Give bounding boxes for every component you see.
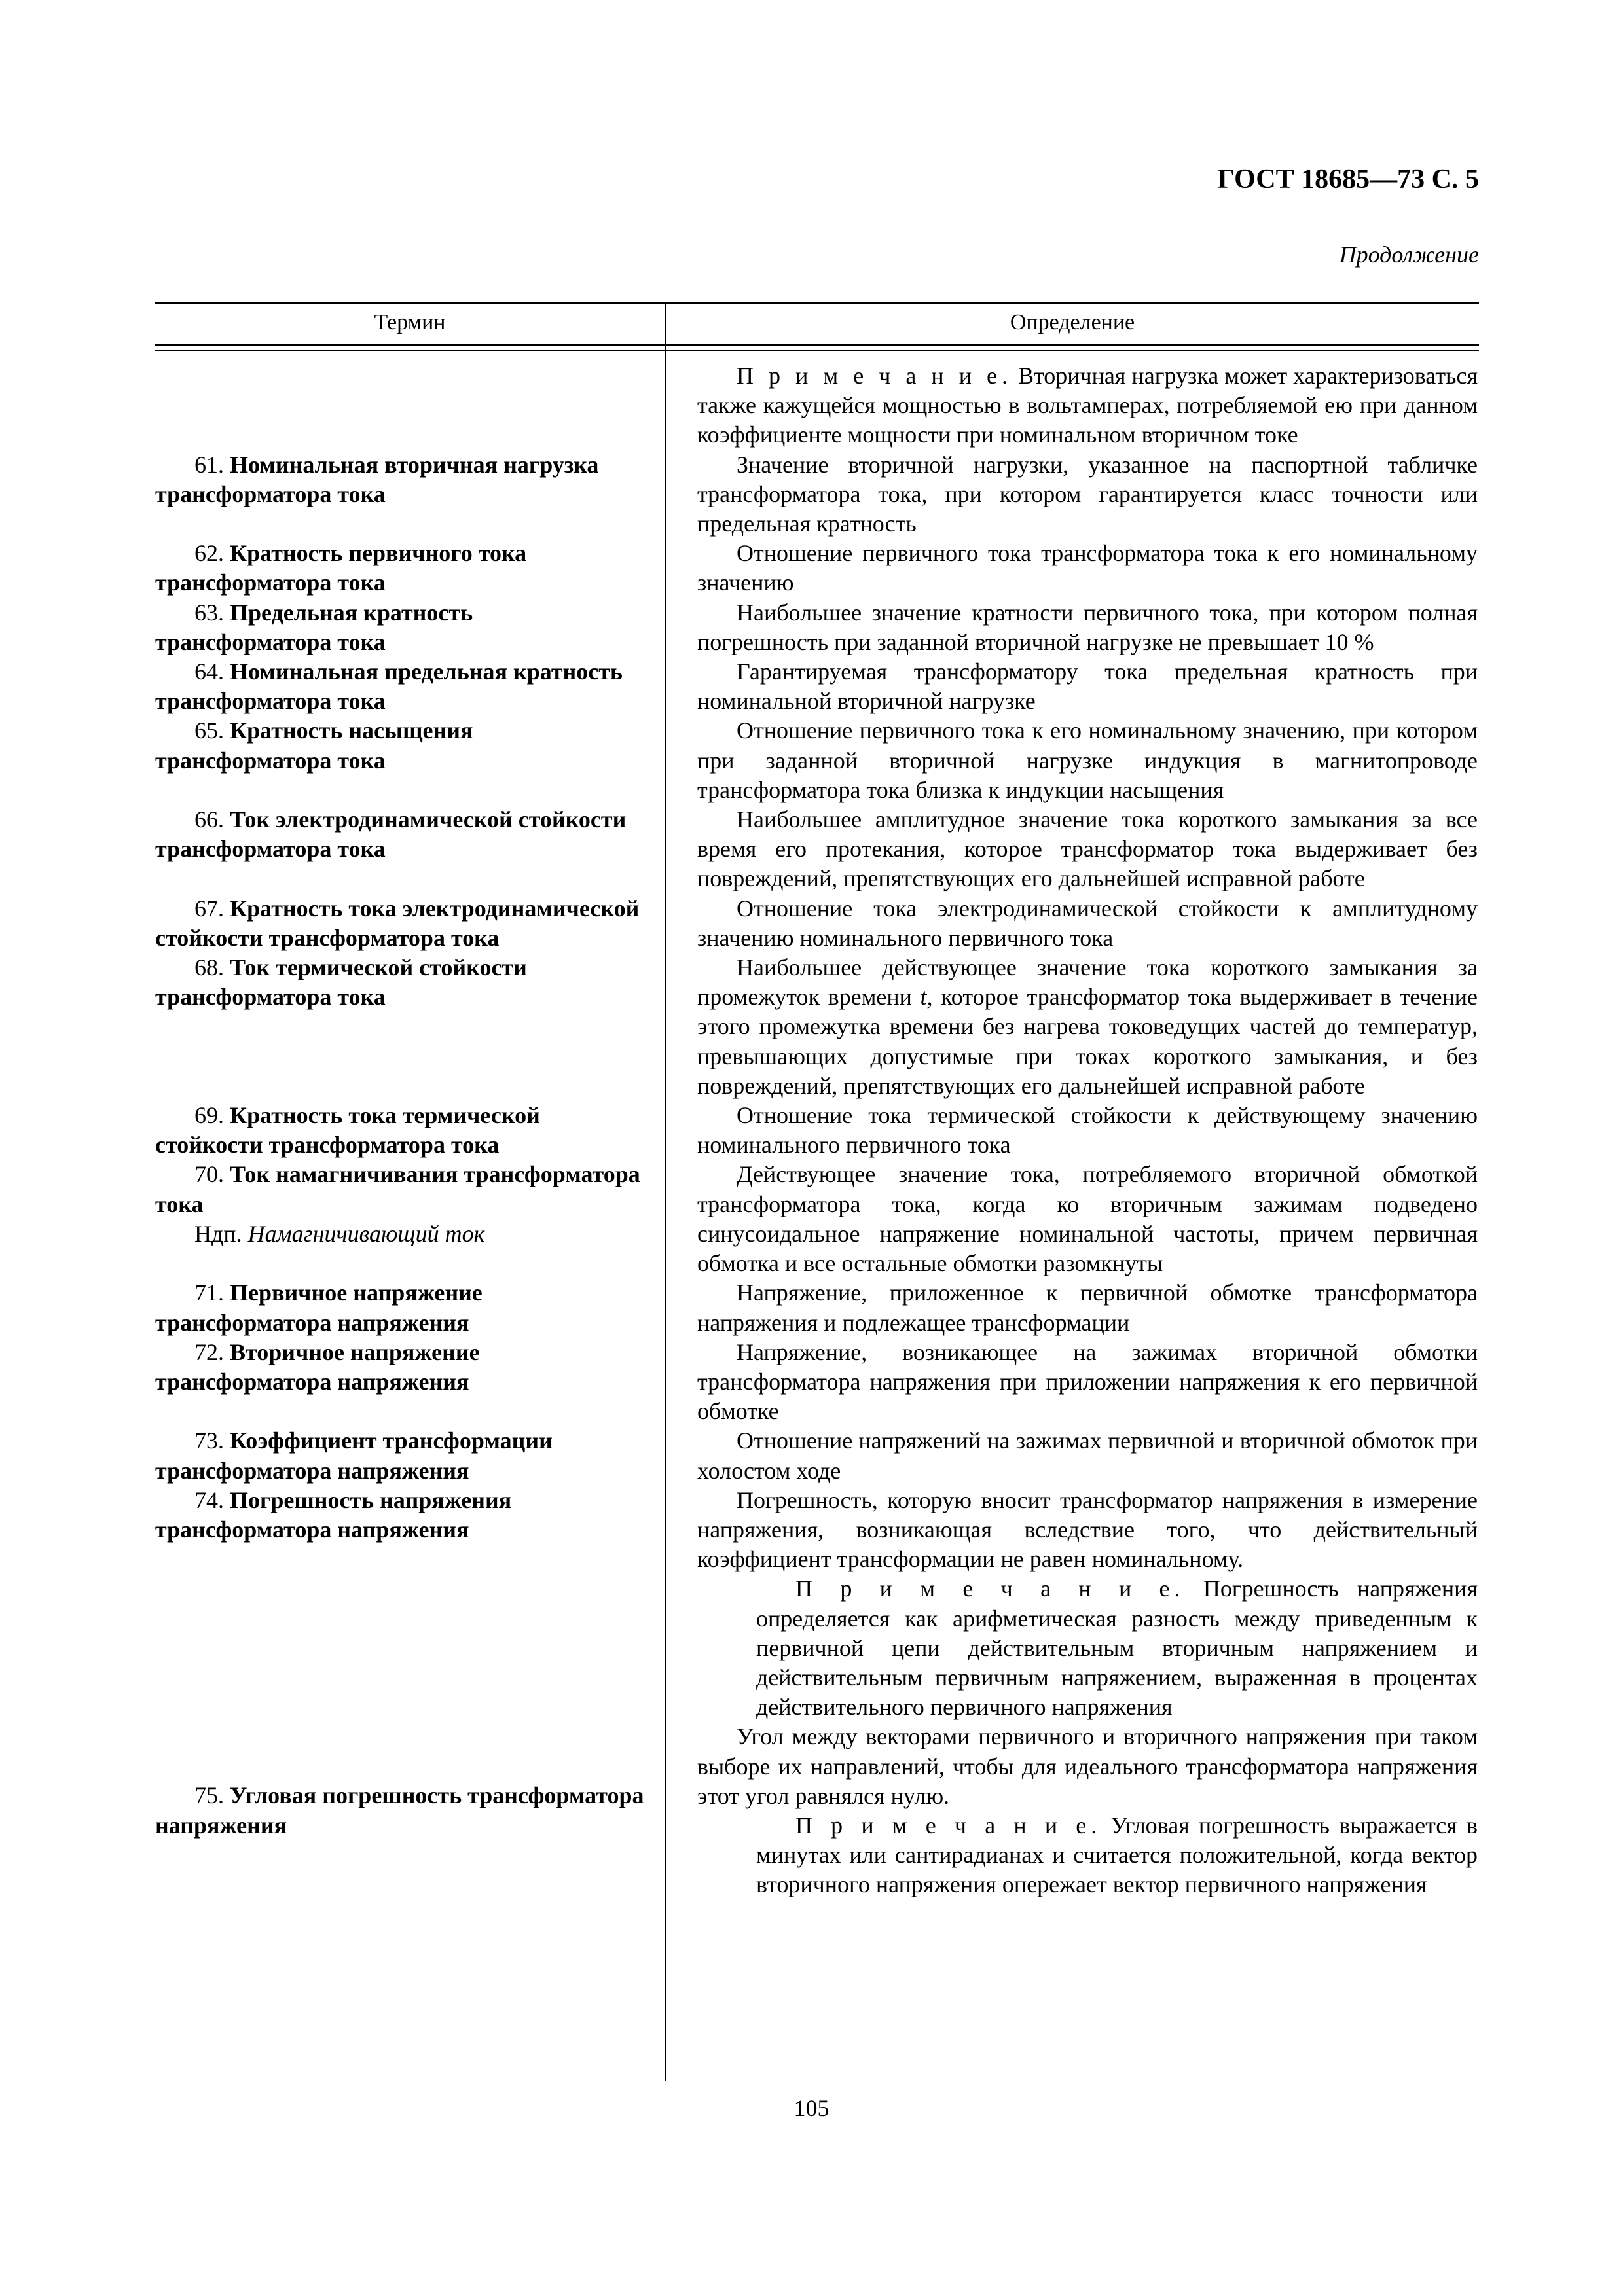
- term-name: Коэффициент трансформации трансформатора напряжения: [155, 1427, 553, 1484]
- term-cell: [155, 1486, 665, 1723]
- term-cell: [155, 1160, 665, 1278]
- definition-cell: Наибольшее амплитудное значение тока короткого замыкания за все время его протекания, которое трансформатор тока выдерживает без повреждений, препятствующих его дальнейшей исправной работе: [697, 806, 1478, 892]
- term-number: 64.: [194, 658, 224, 685]
- header-rule: [155, 344, 1479, 346]
- term-number: 71.: [194, 1280, 224, 1306]
- definition-cell: Напряжение, приложенное к первичной обмотке трансформатора напряжения и подлежащее трансформации: [697, 1280, 1478, 1336]
- term-name: Кратность тока термической стойкости трансформатора тока: [155, 1102, 540, 1158]
- column-header-term: Термин: [374, 310, 446, 334]
- term-cell: [155, 450, 665, 539]
- note: [697, 1811, 1478, 1900]
- term-cell: [155, 1426, 665, 1485]
- term-number: 69.: [194, 1102, 224, 1129]
- table-top-rule: [155, 302, 1479, 304]
- definition-text: Угол между векторами первичного и вторичного напряжения при таком выборе их направлений, чтобы для идеального трансформатора напряжения этот угол равнялся нулю.: [697, 1723, 1478, 1809]
- term-name: Ток электродинамической стойкости трансформатора тока: [155, 806, 627, 863]
- definition-text: Наибольшее действующее значение тока короткого замыкания за промежуток времени: [697, 954, 1478, 1011]
- term-number: 72.: [194, 1338, 224, 1365]
- term-name: Кратность первичного тока трансформатора тока: [155, 540, 527, 596]
- term-number: 68.: [194, 954, 224, 981]
- table-row: [155, 1338, 1479, 1427]
- term-number: 75.: [194, 1782, 224, 1809]
- term-cell: [155, 953, 665, 1101]
- table-row: [155, 598, 1479, 657]
- note-label: П р и м е ч а н и е.: [737, 363, 1012, 389]
- term-cell: [155, 894, 665, 953]
- table-body: [155, 361, 1479, 1900]
- table-row: [155, 1486, 1479, 1723]
- definition-cell: Отношение тока электродинамической стойкости к амплитудному значению номинального первичного тока: [697, 895, 1478, 951]
- term-number: 67.: [194, 895, 224, 922]
- table-row: [155, 805, 1479, 894]
- table-row: [155, 1278, 1479, 1337]
- table-row: [155, 539, 1479, 598]
- definition-cell: Напряжение, возникающее на зажимах вторичной обмотки трансформатора напряжения при приложении напряжения к его первичной обмотке: [697, 1338, 1478, 1425]
- table-row: [155, 657, 1479, 716]
- page-number: 105: [793, 2095, 830, 2121]
- definition-cell: [665, 1486, 1478, 1723]
- note-label: П р и м е ч а н и е.: [795, 1575, 1185, 1602]
- term-name: Кратность насыщения трансформатора тока: [155, 717, 473, 774]
- continuation-label: Продолжение: [1339, 242, 1479, 268]
- definition-cell: [665, 361, 1478, 450]
- table-row: [155, 1426, 1479, 1485]
- definition-cell: Отношение первичного тока к его номинальному значению, при котором при заданной вторичной нагрузке индукция в магнитопроводе трансформатора тока близка к индукции насыщения: [697, 717, 1478, 803]
- table-row: [155, 894, 1479, 953]
- term-cell: [155, 805, 665, 894]
- term-number: 66.: [194, 806, 224, 833]
- table-row: [155, 953, 1479, 1101]
- table-row: [155, 1101, 1479, 1160]
- note-text: Вторичная нагрузка может характеризоваться также кажущейся мощностью в вольтамперах, потребляемой ею при данном коэффициенте мощности при номинальном вторичном токе: [697, 363, 1478, 448]
- definition-cell: [665, 1722, 1478, 1899]
- term-name: Вторичное напряжение трансформатора напряжения: [155, 1338, 480, 1395]
- term-cell: [155, 657, 665, 716]
- term-cell: [155, 598, 665, 657]
- term-number: 62.: [194, 540, 224, 567]
- term-name: Номинальная предельная кратность трансформатора тока: [155, 658, 623, 715]
- term-cell: [155, 1278, 665, 1337]
- term-name: Номинальная вторичная нагрузка трансформатора тока: [155, 451, 599, 507]
- term-name: Кратность тока электродинамической стойкости трансформатора тока: [155, 895, 640, 951]
- terms-table: [155, 302, 1479, 2081]
- table-row: [155, 716, 1479, 805]
- note: [697, 1574, 1478, 1722]
- term-cell: [155, 1101, 665, 1160]
- note-text: Погрешность напряжения определяется как арифметическая разность между приведенным к первичной цепи действительным вторичным напряжением и действительным первичным напряжением, выраженная в процентах действительного первичного напряжения: [756, 1575, 1478, 1721]
- definition-cell: Отношение напряжений на зажимах первичной и вторичной обмоток при холостом ходе: [697, 1427, 1478, 1484]
- term-cell: [155, 539, 665, 598]
- definition-cell: [665, 953, 1478, 1101]
- definition-cell: Отношение первичного тока трансформатора тока к его номинальному значению: [697, 540, 1478, 596]
- term-number: 61.: [194, 451, 224, 478]
- table-row: [155, 1722, 1479, 1899]
- term-cell: [155, 1338, 665, 1427]
- table-row: [155, 1160, 1479, 1278]
- term-name: Ток термической стойкости трансформатора тока: [155, 954, 527, 1011]
- term-cell: [155, 716, 665, 805]
- definition-text: Погрешность, которую вносит трансформатор напряжения в измерение напряжения, возникающая вследствие того, что действительный коэффициент трансформации не равен номинальному.: [697, 1486, 1478, 1573]
- term-name: Угловая погрешность трансформатора напряжения: [155, 1782, 644, 1839]
- term-cell: [155, 1722, 665, 1899]
- term-number: 70.: [194, 1161, 224, 1188]
- term-name: Ток намагничивания трансформатора тока: [155, 1161, 640, 1217]
- term-number: 74.: [194, 1486, 224, 1513]
- note-label: П р и м е ч а н и е.: [795, 1812, 1102, 1839]
- table-row: [155, 450, 1479, 539]
- ndp-term: Намагничивающий ток: [247, 1220, 485, 1247]
- definition-cell: Гарантируемая трансформатору тока предельная кратность при номинальной вторичной нагрузке: [697, 658, 1478, 715]
- note-text: Угловая погрешность выражается в минутах или сантирадианах и считается положительной, когда вектор вторичного напряжения опережает вектор первичного напряжения: [756, 1812, 1478, 1898]
- header-rule-double: [155, 350, 1479, 351]
- ndp-label: Ндп.: [194, 1220, 242, 1247]
- definition-cell: Действующее значение тока, потребляемого вторичной обмоткой трансформатора тока, когда ко вторичным зажимам подведено синусоидальное напряжение номинальной частоты, причем первичная обмотка и все остальные обмотки разомкнуты: [697, 1161, 1478, 1277]
- column-header-definition: Определение: [1010, 310, 1135, 334]
- table-row: [155, 361, 1479, 450]
- term-name: Погрешность напряжения трансформатора напряжения: [155, 1486, 512, 1543]
- document-code: ГОСТ 18685—73 С. 5: [1217, 164, 1479, 194]
- term-number: 63.: [194, 599, 224, 626]
- term-number: 73.: [194, 1427, 224, 1454]
- definition-cell: Отношение тока термической стойкости к действующему значению номинального первичного тока: [697, 1102, 1478, 1158]
- term-cell: [155, 361, 665, 450]
- definition-text: которое трансформатор тока выдерживает в течение этого промежутка времени без нагрева токоведущих частей до температур, превышающих допустимые при токах короткого замыкания, и без повреждений, препятствующих его дальнейшей исправной работе: [697, 984, 1478, 1099]
- definition-cell: Значение вторичной нагрузки, указанное на паспортной табличке трансформатора тока, при котором гарантируется класс точности или предельная кратность: [697, 451, 1478, 537]
- definition-symbol-t: t,: [920, 984, 933, 1011]
- term-name: Предельная кратность трансформатора тока: [155, 599, 473, 655]
- definition-cell: Наибольшее значение кратности первичного тока, при котором полная погрешность при заданной вторичной нагрузке не превышает 10 %: [697, 599, 1478, 655]
- term-number: 65.: [194, 717, 224, 744]
- term-name: Первичное напряжение трансформатора напряжения: [155, 1280, 483, 1336]
